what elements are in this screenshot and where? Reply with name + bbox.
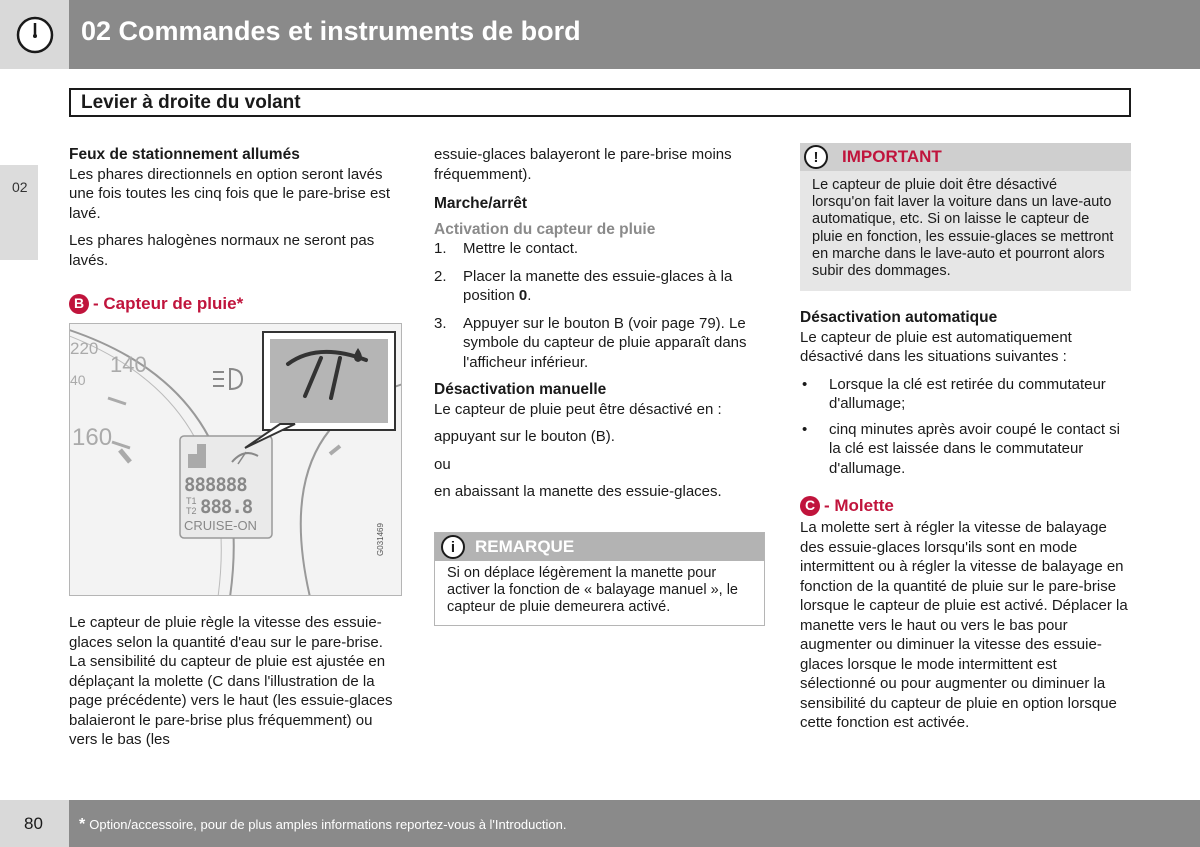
feux-paragraph-1: Les phares directionnels en option seront lavés une fois toutes les cinq fois que le pare-brise est lavé. xyxy=(69,165,391,222)
page-number-box xyxy=(0,800,69,847)
warning-icon: ! xyxy=(804,145,828,169)
display-digits: 888888 xyxy=(184,474,247,496)
footer-bar xyxy=(69,800,1200,847)
speed-label-40: 40 xyxy=(70,372,86,388)
chapter-title: 02 Commandes et instruments de bord xyxy=(81,16,581,46)
section-title: Levier à droite du volant xyxy=(81,92,301,113)
chapter-header xyxy=(69,0,1200,69)
activation-heading: Activation du capteur de pluie xyxy=(434,220,656,238)
cruise-label: CRUISE-ON xyxy=(184,518,257,533)
feux-paragraph-2: Les phares halogènes normaux ne seront pas lavés. xyxy=(69,232,375,269)
molette-heading xyxy=(800,496,1131,516)
footer-note-text: Option/accessoire, pour de plus amples informations reportez-vous à l'Introduction. xyxy=(89,817,567,832)
auto-bullets xyxy=(800,375,1131,479)
remarque-header xyxy=(435,533,764,561)
list-item: • cinq minutes après avoir coupé le contact si la clé est laissée dans le commutateur d'allumage. xyxy=(802,420,1120,477)
remarque-title: REMARQUE xyxy=(475,537,575,556)
desactivation-manuelle-heading: Désactivation manuelle xyxy=(434,381,607,398)
trip-label-t1: T1 xyxy=(186,496,197,506)
chapter-side-tab xyxy=(0,165,38,260)
info-icon: i xyxy=(441,535,465,559)
continuation-paragraph: essuie-glaces balayeront le pare-brise moins fréquemment). xyxy=(434,146,732,183)
step-item: 3. Appuyer sur le bouton B (voir page 79). Le symbole du capteur de pluie apparaît dans l'afficheur inférieur. xyxy=(434,314,747,371)
molette-title: - Molette xyxy=(824,496,894,516)
auto-paragraph: Le capteur de pluie est automatiquement désactivé dans les situations suivantes : xyxy=(800,328,1072,365)
footer-note xyxy=(79,816,566,834)
page-number: 80 xyxy=(24,814,43,833)
list-item: • Lorsque la clé est retirée du commutateur d'allumage; xyxy=(802,375,1106,412)
column-3 xyxy=(800,308,1131,741)
important-title: IMPORTANT xyxy=(842,147,942,166)
remarque-box xyxy=(434,532,765,626)
side-tab-label: 02 xyxy=(12,179,28,195)
column-2 xyxy=(434,145,768,510)
important-text: Le capteur de pluie doit être désactivé lorsqu'on fait laver la voiture dans un lave-auto automatique, etc. Si on laisse le capteur de pluie en fonction, les essuie-glaces se mettront en marche dans le lave-auto et pourront alors subir des dommages. xyxy=(812,177,1114,280)
chapter-icon-box xyxy=(0,0,69,69)
desactivation-auto-heading: Désactivation automatique xyxy=(800,309,998,326)
section-heading-box xyxy=(69,88,1131,117)
letter-b-badge: B xyxy=(69,294,89,314)
trip-digits: 888.8 xyxy=(200,496,253,518)
feux-heading: Feux de stationnement allumés xyxy=(69,146,300,163)
step-item: 2. Placer la manette des essuie-glaces à la position 0. xyxy=(434,267,733,304)
desact-paragraph-1: Le capteur de pluie peut être désactivé en : xyxy=(434,400,722,418)
footer-star: * xyxy=(79,816,86,833)
capteur-pluie-heading xyxy=(69,294,403,314)
marche-arret-heading: Marche/arrêt xyxy=(434,195,528,212)
important-header xyxy=(800,143,1131,171)
step-item: 1. Mettre le contact. xyxy=(434,240,579,257)
gauge-icon xyxy=(16,16,54,54)
trip-label-t2: T2 xyxy=(186,506,197,516)
activation-steps xyxy=(434,239,768,372)
important-box xyxy=(800,143,1131,291)
letter-c-badge: C xyxy=(800,496,820,516)
speed-label-160: 160 xyxy=(72,424,113,451)
capteur-pluie-title: - Capteur de pluie* xyxy=(93,294,244,314)
speed-label-140: 140 xyxy=(110,352,147,377)
column-1-bottom xyxy=(69,613,403,758)
column-1 xyxy=(69,145,403,314)
desact-paragraph-4: en abaissant la manette des essuie-glaces. xyxy=(434,483,722,500)
speed-label-220: 220 xyxy=(70,339,99,358)
capteur-description: Le capteur de pluie règle la vitesse des essuie-glaces selon la quantité d'eau sur le pare-brise. La sensibilité du capteur de pluie est ajustée en déplaçant la molette (C dans l'illustration de la page précédente) vers le haut (les essuie-glaces balaieront le pare-brise plus fréquemment) ou vers le bas (les xyxy=(69,614,393,748)
desact-paragraph-2: appuyant sur le bouton (B). xyxy=(434,428,615,445)
molette-paragraph: La molette sert à régler la vitesse de balayage des essuie-glaces lorsqu'ils sont en mode intermittent ou à régler la vitesse de balayage en fonction de la quantité de pluie sur le pare-brise lorsque le capteur de pluie est activé. Déplacer la manette vers le haut ou vers le bas pour augmenter ou diminuer la vitesse des essuie-glaces lorsque le mode intermittent est sélectionné ou pour augmenter ou diminuer la sensibilité du capteur de pluie en option lorsque cette fonction est activée. xyxy=(800,519,1128,731)
rain-sensor-illustration xyxy=(69,323,402,596)
desact-paragraph-3: ou xyxy=(434,455,451,473)
illustration-code: G031469 xyxy=(376,523,385,556)
remarque-text: Si on déplace légèrement la manette pour activer la fonction de « balayage manuel », le capteur de pluie demeurera activé. xyxy=(447,565,738,615)
